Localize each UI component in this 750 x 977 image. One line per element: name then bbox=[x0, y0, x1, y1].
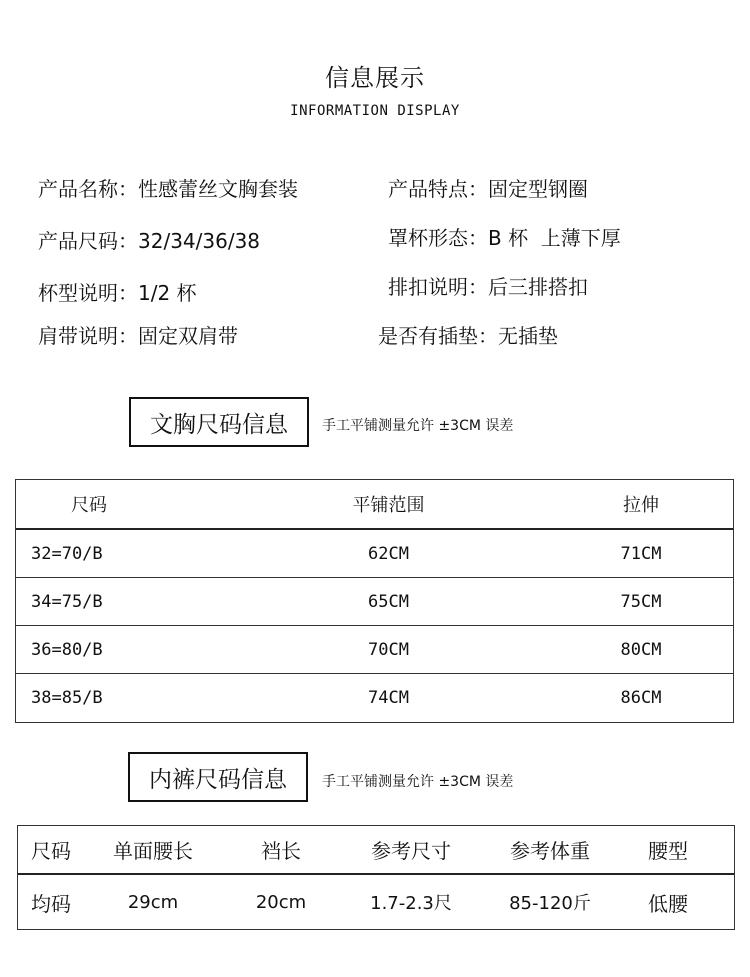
info-label: 产品特点： bbox=[388, 177, 488, 201]
info-label: 排扣说明： bbox=[388, 275, 488, 299]
bra-size-table bbox=[15, 479, 734, 723]
stretch-cell: 80CM bbox=[620, 639, 662, 660]
panty-section-note: 手工平铺测量允许 ±3CM 误差 bbox=[322, 774, 514, 790]
info-clasp bbox=[388, 271, 588, 300]
waist-cell: 29cm bbox=[127, 891, 179, 913]
table-row bbox=[16, 674, 733, 722]
info-strap bbox=[38, 320, 238, 349]
info-label: 杯型说明： bbox=[38, 281, 138, 305]
column-header: 单面腰长 bbox=[113, 839, 193, 863]
info-value: 固定型钢圈 bbox=[488, 177, 588, 201]
column-header: 尺码 bbox=[31, 839, 71, 863]
waist-type-cell: 低腰 bbox=[648, 891, 688, 916]
table-row bbox=[16, 530, 733, 578]
table-header-row bbox=[16, 480, 733, 530]
page-subtitle: INFORMATION DISPLAY bbox=[290, 103, 460, 119]
size-cell: 34=75/B bbox=[31, 591, 103, 612]
table-row bbox=[16, 626, 733, 674]
stretch-cell: 86CM bbox=[620, 688, 662, 708]
size-cell: 36=80/B bbox=[31, 639, 103, 660]
size-cell: 38=85/B bbox=[31, 688, 103, 708]
reference-weight-cell: 85-120斤 bbox=[509, 893, 591, 914]
crotch-cell: 20cm bbox=[255, 891, 307, 913]
flat-range-cell: 65CM bbox=[368, 591, 409, 612]
column-header: 参考体重 bbox=[510, 839, 590, 863]
flat-range-cell: 70CM bbox=[368, 639, 409, 660]
reference-size-cell: 1.7-2.3尺 bbox=[370, 893, 452, 914]
column-header: 参考尺寸 bbox=[371, 839, 451, 863]
column-header: 拉伸 bbox=[623, 495, 659, 516]
panty-section-title: 内裤尺码信息 bbox=[128, 752, 308, 802]
info-value: 32/34/36/38 bbox=[138, 229, 261, 253]
stretch-cell: 71CM bbox=[620, 543, 662, 564]
info-label: 产品尺码： bbox=[38, 229, 138, 253]
size-cell: 均码 bbox=[31, 891, 71, 916]
flat-range-cell: 62CM bbox=[368, 543, 409, 564]
info-value: 后三排搭扣 bbox=[488, 275, 588, 299]
flat-range-cell: 74CM bbox=[368, 688, 409, 708]
info-label: 肩带说明： bbox=[38, 324, 138, 348]
bra-section-title: 文胸尺码信息 bbox=[129, 397, 309, 447]
info-value: 固定双肩带 bbox=[138, 324, 238, 348]
column-header: 裆长 bbox=[261, 839, 301, 863]
column-header: 尺码 bbox=[71, 495, 107, 516]
stretch-cell: 75CM bbox=[620, 591, 662, 612]
info-cup-shape bbox=[388, 222, 621, 251]
info-label: 产品名称： bbox=[38, 177, 138, 201]
info-value: 无插垫 bbox=[498, 324, 558, 348]
info-product-name bbox=[38, 173, 298, 202]
bra-section-note: 手工平铺测量允许 ±3CM 误差 bbox=[322, 418, 514, 434]
info-label: 是否有插垫： bbox=[378, 324, 498, 348]
table-row bbox=[16, 578, 733, 626]
info-label: 罩杯形态： bbox=[388, 226, 488, 250]
table-row bbox=[18, 875, 734, 929]
page-title: 信息展示 bbox=[325, 64, 425, 92]
info-product-feature bbox=[388, 173, 588, 202]
info-cup-type bbox=[38, 277, 197, 306]
info-value: B 杯 上薄下厚 bbox=[488, 226, 621, 250]
column-header: 腰型 bbox=[648, 839, 688, 863]
panty-size-table bbox=[17, 825, 735, 930]
info-value: 1/2 杯 bbox=[138, 281, 197, 305]
info-product-size bbox=[38, 225, 260, 254]
column-header: 平铺范围 bbox=[352, 495, 425, 516]
info-padding bbox=[378, 320, 558, 349]
info-value: 性感蕾丝文胸套装 bbox=[138, 177, 298, 201]
table-header-row bbox=[18, 826, 734, 875]
size-cell: 32=70/B bbox=[31, 543, 103, 564]
